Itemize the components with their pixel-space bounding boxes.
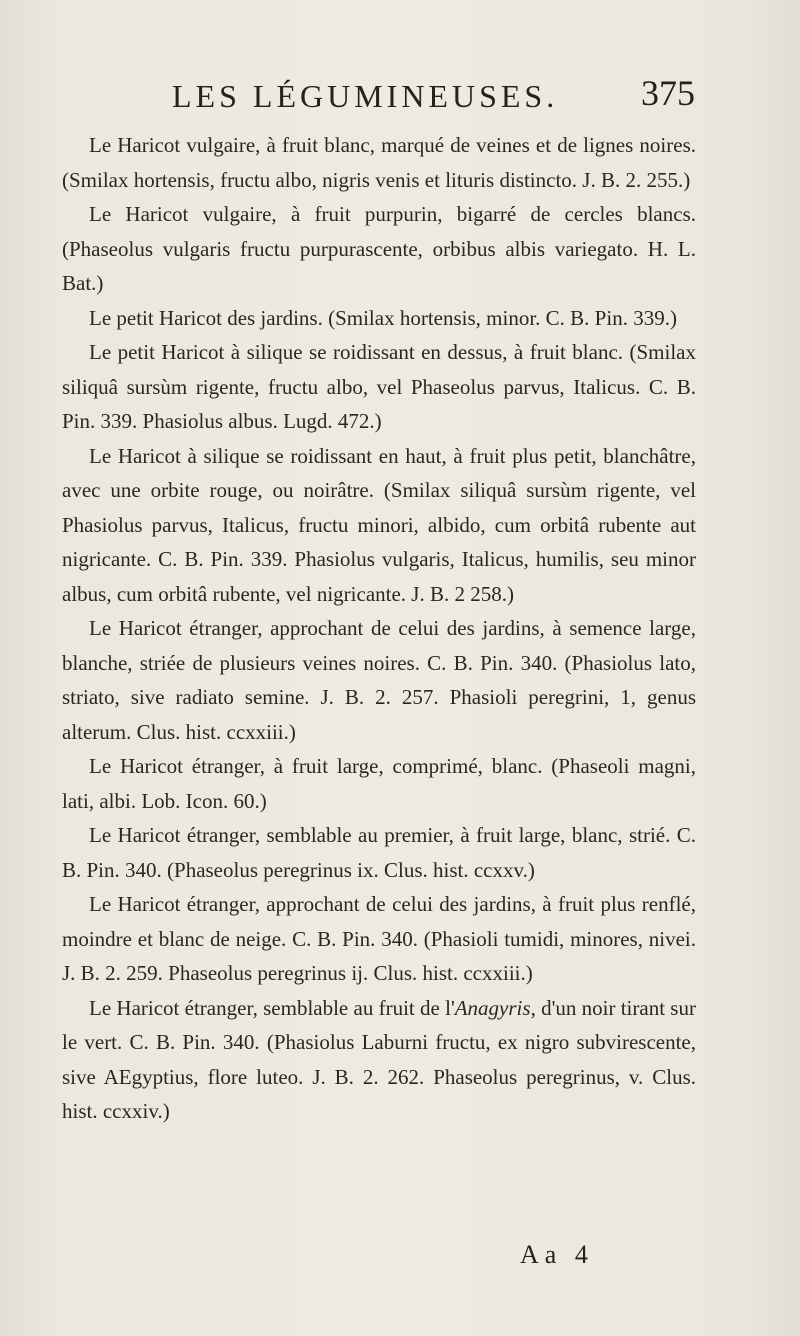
entry-paragraph: Le Haricot vulgaire, à fruit blanc, marqué de veines et de lignes noires. (Smilax hortensis, fructu albo, nigris venis et lituris distincto. J. B. 2. 255.) [62,133,696,192]
entry-paragraph: Le Haricot étranger, approchant de celui des jardins, à fruit plus renflé, moindre et blanc de neige. C. B. Pin. 340. (Phasioli tumidi, minores, nivei. J. B. 2. 259. Phaseolus peregrinus ij. Clus. hist. ccxxiii.) [62,892,696,985]
page-header [62,72,695,124]
entry-paragraph: Le petit Haricot des jardins. (Smilax hortensis, minor. C. B. Pin. 339.) [89,305,677,330]
entry-paragraph: Le Haricot étranger, à fruit large, comprimé, blanc. (Phaseoli magni, lati, albi. Lob. Icon. 60.) [62,754,696,813]
entry-paragraph: Le Haricot à silique se roidissant en haut, à fruit plus petit, blanchâtre, avec une orbite rouge, ou noirâtre. (Smilax siliquâ sursùm rigente, vel Phasiolus parvus, Italicus, fructu minori, albido, cum orbitâ rubente aut nigricante. C. B. Pin. 339. Phasiolus vulgaris, Italicus, humilis, seu minor albus, cum orbitâ rubente, vel nigricante. J. B. 2 258.) [62,443,696,606]
running-head: LES LÉGUMINEUSES. [172,78,559,114]
page-number: 375 [641,73,695,113]
entry-paragraph: Le petit Haricot à silique se roidissant en dessus, à fruit blanc. (Smilax siliquâ sursùm rigente, fructu albo, vel Phaseolus parvus, Italicus. C. B. Pin. 339. Phasiolus albus. Lugd. 472.) [62,340,696,433]
signature-mark: Aa 4 [520,1240,594,1269]
entry-paragraph: Le Haricot étranger, approchant de celui des jardins, à semence large, blanche, striée de plusieurs veines noires. C. B. Pin. 340. (Phasiolus lato, striato, sive radiato semine. J. B. 2. 257. Phasioli peregrini, 1, genus alterum. Clus. hist. ccxxiii.) [62,616,696,744]
entry-text-after: , d'un noir tirant sur le vert. C. B. Pin. 340. (Phasiolus Laburni fructu, ex nigro subvirescente, sive AEgyptius, flore luteo. J. B. 2. 262. Phaseolus peregrinus, v. Clus. hist. ccxxiv.) [62,995,696,1123]
entry-paragraph: Le Haricot étranger, semblable au premier, à fruit large, blanc, strié. C. B. Pin. 340. (Phaseolus peregrinus ix. Clus. hist. ccxxv.) [62,823,696,882]
body-text [62,128,696,1129]
entry-text-before: Le Haricot étranger, semblable au fruit de l' [89,995,455,1020]
entry-italic-name: Anagyris [454,995,531,1020]
entry-paragraph-last [62,991,696,1129]
entry-paragraph: Le Haricot vulgaire, à fruit purpurin, bigarré de cercles blancs. (Phaseolus vulgaris fructu purpurascente, orbibus albis variegato. H. L. Bat.) [62,202,696,295]
